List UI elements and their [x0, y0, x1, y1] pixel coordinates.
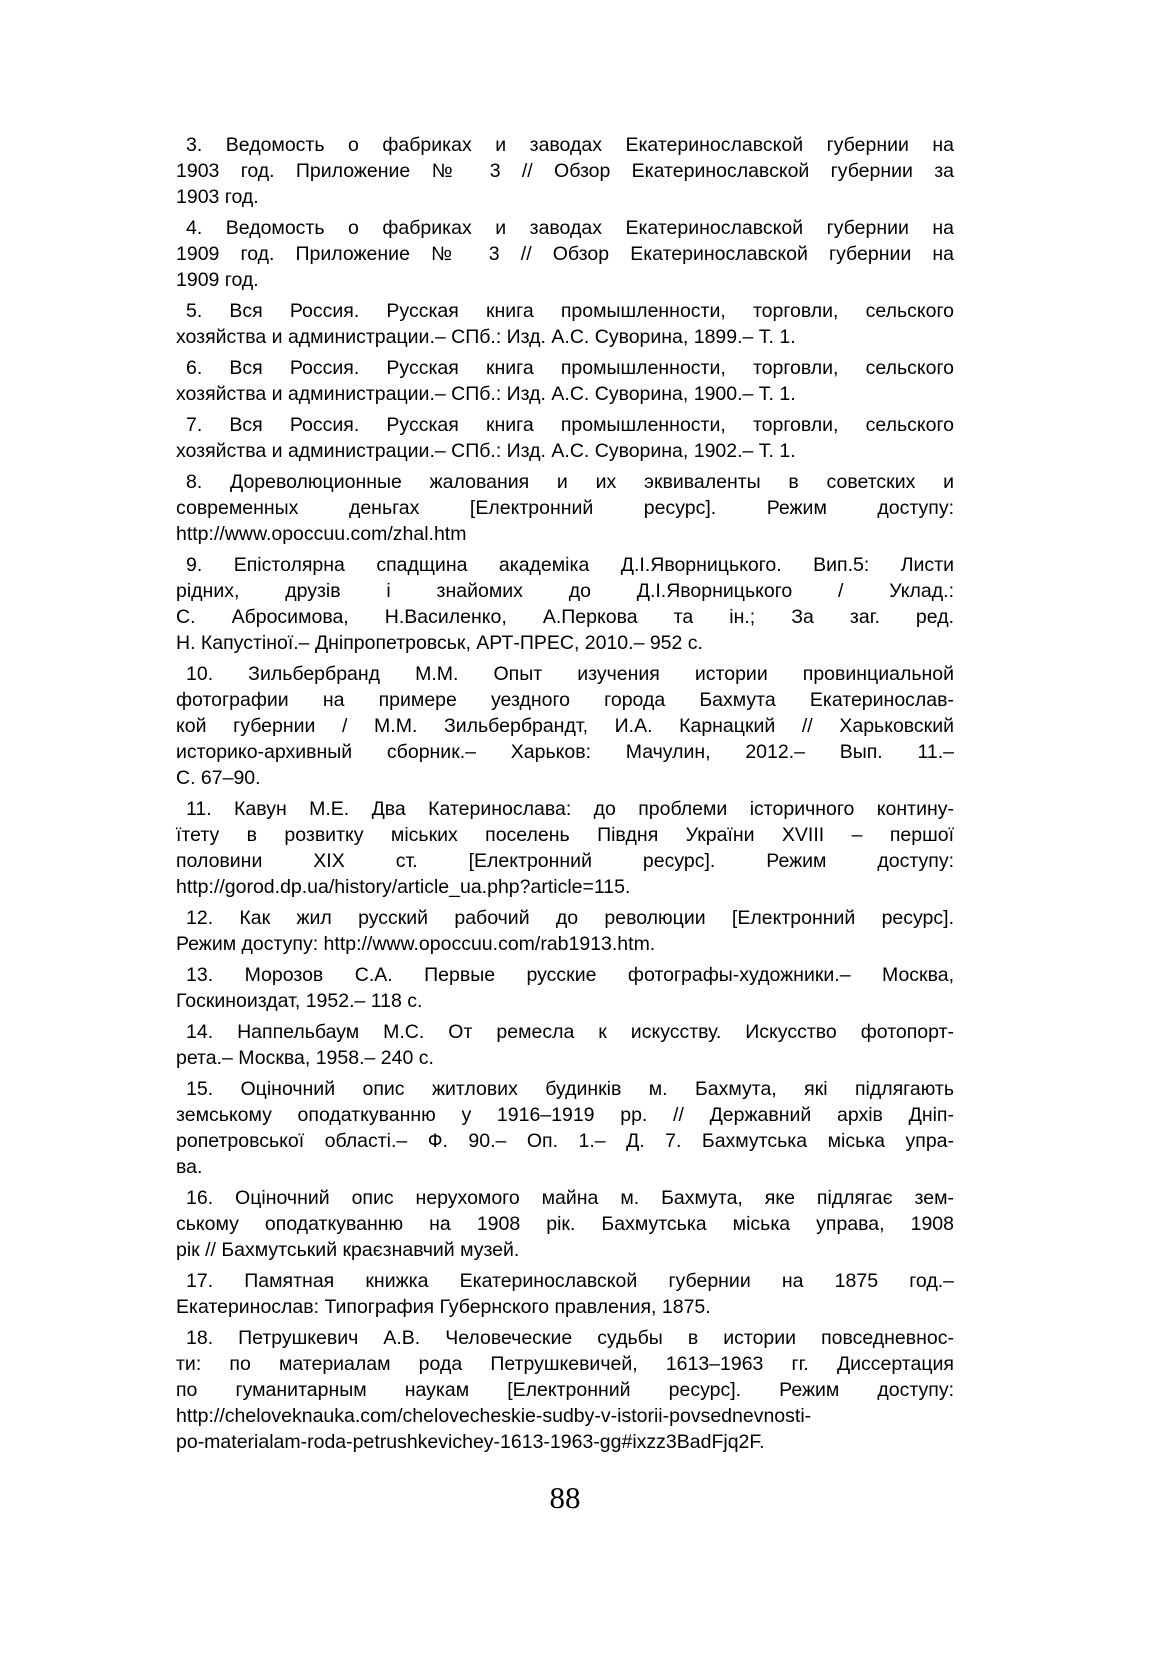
reference-line: Госкиноиздат, 1952.– 118 с.	[176, 990, 423, 1012]
reference-line: po-materialam-roda-petrushkevichey-1613-1963-gg#ixzz3BadFjq2F.	[176, 1431, 765, 1453]
reference-line: ському оподаткуванню на 1908 рік. Бахмутська міська управа, 1908	[176, 1213, 954, 1235]
reference-line: ва.	[176, 1156, 203, 1178]
reference-line: фотографии на примере уездного города Бахмута Екатеринослав-	[176, 689, 954, 711]
reference-item-14	[176, 1019, 954, 1071]
reference-line: 6. Вся Россия. Русская книга промышленности, торговли, сельского	[186, 357, 954, 379]
reference-item-10	[176, 661, 954, 791]
reference-line: http://gorod.dp.ua/history/article_ua.php?article=115.	[176, 876, 631, 898]
reference-line: http://cheloveknauka.com/chelovecheskie-sudby-v-istorii-povsednevnosti-	[176, 1405, 812, 1427]
reference-item-15	[176, 1076, 954, 1180]
reference-line: 4. Ведомость о фабриках и заводах Екатеринославской губернии на	[186, 217, 954, 239]
reference-line: 1909 год.	[176, 269, 259, 291]
reference-line: 1903 год. Приложение № 3 // Обзор Екатеринославской губернии за	[176, 160, 954, 182]
reference-line: 12. Как жил русский рабочий до революции [Електронний ресурс].	[186, 907, 954, 929]
page-number: 88	[549, 1480, 581, 1515]
reference-line: по гуманитарным наукам [Електронний ресурс]. Режим доступу:	[176, 1379, 954, 1401]
reference-line: ти: по материалам рода Петрушкевичей, 1613–1963 гг. Диссертация	[176, 1353, 954, 1375]
reference-line: 7. Вся Россия. Русская книга промышленности, торговли, сельского	[186, 414, 954, 436]
reference-line: рік // Бахмутський краєзнавчий музей.	[176, 1239, 520, 1261]
reference-line: 10. Зильбербранд М.М. Опыт изучения истории провинциальной	[186, 663, 954, 685]
reference-line: 9. Епістолярна спадщина академіка Д.І.Яворницького. Вип.5: Листи	[186, 554, 954, 576]
reference-item-6	[176, 355, 954, 407]
reference-line: хозяйства и администрации.– СПб.: Изд. А.С. Суворина, 1900.– Т. 1.	[176, 383, 796, 405]
reference-line: хозяйства и администрации.– СПб.: Изд. А.С. Суворина, 1902.– Т. 1.	[176, 440, 796, 462]
reference-item-16	[176, 1185, 954, 1263]
reference-item-5	[176, 298, 954, 350]
reference-line: 13. Морозов С.А. Первые русские фотографы-художники.– Москва,	[186, 964, 954, 986]
reference-line: Режим доступу: http://www.opoccuu.com/rab1913.htm.	[176, 933, 656, 955]
reference-line: историко-архивный сборник.– Харьков: Мачулин, 2012.– Вып. 11.–	[176, 741, 954, 763]
references-list	[176, 132, 954, 1460]
reference-item-12	[176, 905, 954, 957]
reference-line: 1909 год. Приложение № 3 // Обзор Екатеринославской губернии на	[176, 243, 954, 265]
reference-line: ропетровської області.– Ф. 90.– Оп. 1.– Д. 7. Бахмутська міська упра-	[176, 1130, 954, 1152]
reference-line: 14. Наппельбаум М.С. От ремесла к искусству. Искусство фотопорт-	[186, 1021, 954, 1043]
reference-line: 8. Дореволюционные жалования и их эквиваленты в советских и	[186, 471, 954, 493]
reference-line: 1903 год.	[176, 186, 259, 208]
reference-line: 11. Кавун М.Е. Два Катеринослава: до проблеми історичного контину-	[186, 798, 954, 820]
reference-line: http://www.opoccuu.com/zhal.htm	[176, 523, 467, 545]
reference-line: 3. Ведомость о фабриках и заводах Екатеринославской губернии на	[186, 134, 954, 156]
reference-line: С. 67–90.	[176, 767, 261, 789]
reference-line: 5. Вся Россия. Русская книга промышленности, торговли, сельского	[186, 300, 954, 322]
reference-item-18	[176, 1325, 954, 1455]
reference-line: 15. Оціночний опис житлових будинків м. Бахмута, які підлягають	[186, 1078, 954, 1100]
reference-item-17	[176, 1268, 954, 1320]
reference-line: хозяйства и администрации.– СПб.: Изд. А.С. Суворина, 1899.– Т. 1.	[176, 326, 796, 348]
reference-line: современных деньгах [Електронний ресурс]. Режим доступу:	[176, 497, 954, 519]
reference-line: половини XIX ст. [Електронний ресурс]. Режим доступу:	[176, 850, 954, 872]
reference-item-13	[176, 962, 954, 1014]
reference-line: 16. Оціночний опис нерухомого майна м. Бахмута, яке підлягає зем-	[186, 1187, 954, 1209]
reference-item-4	[176, 215, 954, 293]
reference-line: С. Абросимова, Н.Василенко, А.Перкова та ін.; За заг. ред.	[176, 606, 954, 628]
reference-line: 18. Петрушкевич А.В. Человеческие судьбы в истории повседневнос-	[186, 1327, 954, 1349]
reference-line: рета.– Москва, 1958.– 240 с.	[176, 1047, 434, 1069]
reference-line: 17. Памятная книжка Екатеринославской губернии на 1875 год.–	[186, 1270, 954, 1292]
reference-line: Н. Капустіної.– Дніпропетровськ, АРТ-ПРЕС, 2010.– 952 с.	[176, 632, 703, 654]
reference-line: кой губернии / М.М. Зильбербрандт, И.А. Карнацкий // Харьковский	[176, 715, 954, 737]
reference-line: рідних, друзів і знайомих до Д.І.Яворницького / Уклад.:	[176, 580, 954, 602]
reference-item-7	[176, 412, 954, 464]
reference-item-3	[176, 132, 954, 210]
reference-line: Екатеринослав: Типография Губернского правления, 1875.	[176, 1296, 711, 1318]
reference-item-11	[176, 796, 954, 900]
reference-item-9	[176, 552, 954, 656]
reference-line: їтету в розвитку міських поселень Півдня України XVIII – першої	[176, 824, 954, 846]
reference-item-8	[176, 469, 954, 547]
reference-line: земському оподаткуванню у 1916–1919 рр. // Державний архів Дніп-	[176, 1104, 954, 1126]
